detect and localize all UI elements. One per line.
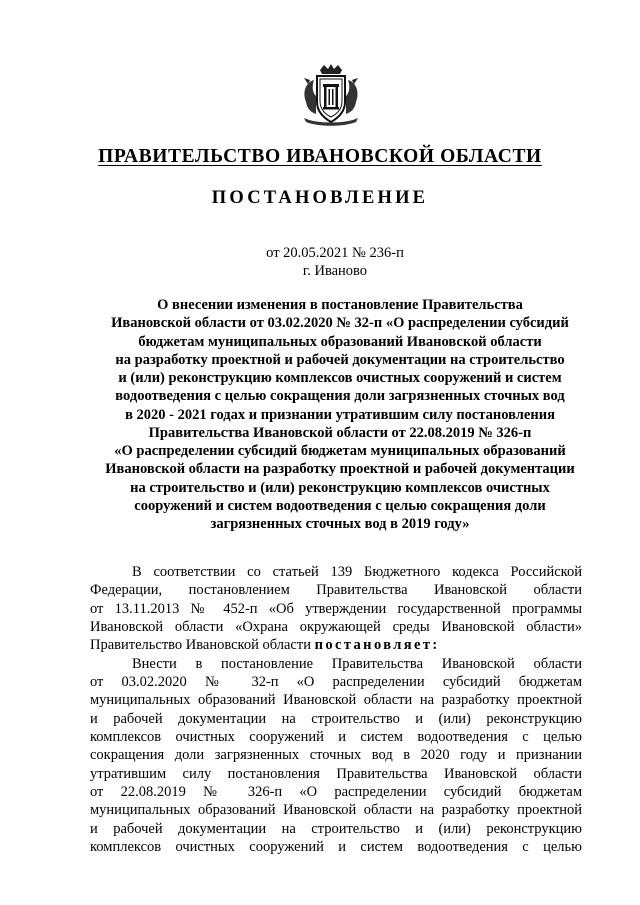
paragraph-line: и рабочей документации на строительство и (или) реконструкцию: [90, 820, 582, 837]
subject-line: и (или) реконструкцию комплексов очистных сооружений и систем: [118, 370, 562, 386]
paragraph-line: комплексов очистных сооружений и систем водоотведения с целью: [90, 728, 582, 745]
subject-line: загрязненных сточных вод в 2019 году»: [210, 516, 470, 532]
organization-title: ПРАВИТЕЛЬСТВО ИВАНОВСКОЙ ОБЛАСТИ: [98, 146, 542, 167]
subject-line: на строительство и (или) реконструкцию комплексов очистных: [130, 479, 550, 496]
subject-line: водоотведения с целью сокращения доли загрязненных сточных вод: [115, 388, 565, 405]
subject-line: бюджетам муниципальных образований Ивановской области: [138, 333, 542, 350]
subject-line: О внесении изменения в постановление Правительства: [157, 297, 523, 313]
subject-line: в 2020 - 2021 годах и признании утратившим силу постановления: [125, 406, 555, 423]
document-type: ПОСТАНОВЛЕНИЕ: [211, 188, 429, 208]
paragraph-line: утратившим силу постановления Правительства Ивановской области: [90, 765, 582, 782]
paragraph-line: комплексов очистных сооружений и систем водоотведения с целью: [90, 838, 582, 855]
subject-line: на разработку проектной и рабочей документации на строительство: [115, 351, 565, 368]
ivanovo-coat-of-arms-icon: [298, 62, 364, 128]
preamble-line: Ивановской области «Охрана окружающей среды Ивановской области»: [90, 618, 582, 635]
paragraph-line: и рабочей документации на строительство и (или) реконструкцию: [90, 710, 582, 727]
subject-line: Ивановской области от 03.02.2020 № 32-п «О распределении субсидий: [111, 315, 569, 332]
paragraph-line: муниципальных образований Ивановской области на разработку проектной: [90, 802, 582, 819]
document-subject: [70, 296, 610, 533]
subject-line: сооружений и систем водоотведения с целью сокращения доли: [134, 497, 546, 514]
paragraph-line: сокращения доли загрязненных сточных вод в 2020 году и признании: [90, 747, 582, 764]
subject-line: Ивановской области на разработку проектной и рабочей документации: [105, 461, 575, 478]
subject-line: «О распределении субсидий бюджетам муниципальных образований: [114, 443, 566, 459]
subject-line: Правительства Ивановской области от 22.08.2019 № 326-п: [148, 424, 532, 441]
document-body: [90, 563, 582, 856]
document-city: г. Иваново: [302, 263, 368, 279]
preamble-line: от 13.11.2013 № 452-п «Об утверждении государственной программы: [90, 600, 582, 617]
paragraph-line: от 03.02.2020 № 32-п «О распределении субсидий бюджетам: [90, 673, 582, 690]
paragraph-line: муниципальных образований Ивановской области на разработку проектной: [90, 692, 582, 709]
preamble-subject: Правительство Ивановской области: [90, 637, 311, 654]
document-date-number: от 20.05.2021 № 236-п: [266, 245, 404, 261]
paragraph-line: от 22.08.2019 № 326-п «О распределении субсидий бюджетам: [90, 783, 582, 800]
preamble-line: Федерации, постановлением Правительства Ивановской области: [90, 582, 582, 599]
paragraph-line: Внести в постановление Правительства Ивановской области: [132, 655, 582, 672]
preamble-line: В соответствии со статьей 139 Бюджетного кодекса Российской: [132, 564, 582, 580]
resolves-word: постановляет:: [314, 637, 440, 654]
preamble-last-line: [90, 636, 582, 654]
